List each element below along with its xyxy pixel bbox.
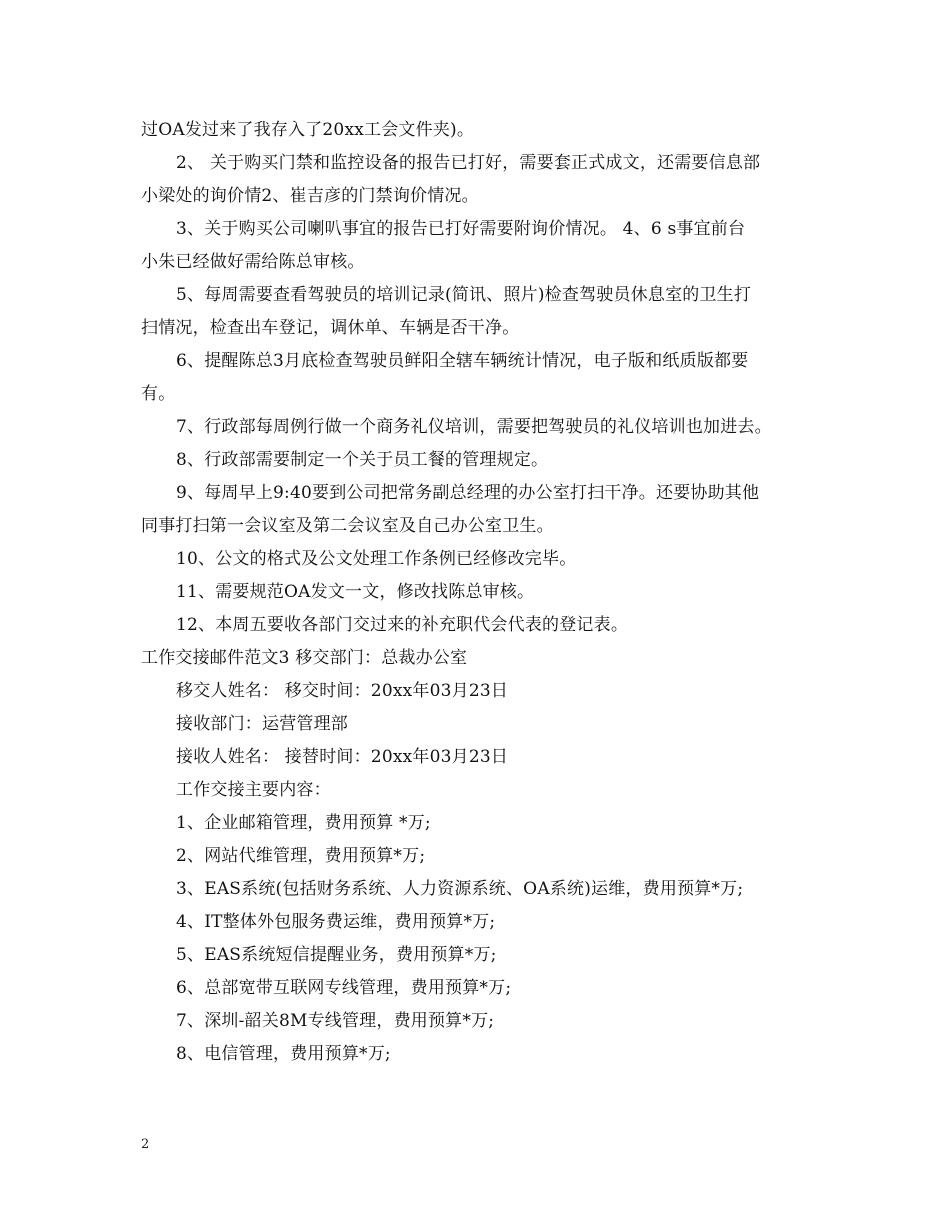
paragraph-line: 5、每周需要查看驾驶员的培训记录(简讯、照片)检查驾驶员休息室的卫生打 — [176, 285, 752, 305]
paragraph-line: 7、行政部每周例行做一个商务礼仪培训，需要把驾驶员的礼仪培训也加进去。 — [176, 417, 772, 437]
paragraph-line: 3、关于购买公司喇叭事宜的报告已打好需要附询价情况。 4、6 s事宜前台 — [176, 219, 746, 239]
paragraph-line: 9、每周早上9:40要到公司把常务副总经理的办公室打扫干净。还要协助其他 — [176, 483, 760, 503]
paragraph-line: 接收部门：运营管理部 — [176, 714, 348, 734]
document-body — [141, 114, 813, 1071]
paragraph-line: 扫情况，检查出车登记，调休单、车辆是否干净。 — [141, 318, 520, 338]
paragraph-line: 2、 关于购买门禁和监控设备的报告已打好，需要套正式成文，还需要信息部 — [176, 153, 761, 173]
list-item: 5、EAS系统短信提醒业务，费用预算*万; — [176, 945, 497, 965]
paragraph-line: 同事打扫第一会议室及第二会议室及自己办公室卫生。 — [141, 516, 554, 536]
section-heading: 工作交接邮件范文3 移交部门：总裁办公室 — [141, 648, 468, 668]
paragraph-line: 12、本周五要收各部门交过来的补充职代会代表的登记表。 — [176, 615, 629, 635]
page-number: 2 — [141, 1137, 150, 1152]
paragraph-line: 小梁处的询价情2、崔吉彦的门禁询价情况。 — [141, 186, 479, 206]
paragraph-line: 过OA发过来了我存入了20xx工会文件夹)。 — [141, 120, 475, 140]
paragraph-line: 10、公文的格式及公文处理工作条例已经修改完毕。 — [176, 549, 577, 569]
paragraph-line: 6、提醒陈总3月底检查驾驶员鲜阳全辖车辆统计情况，电子版和纸质版都要 — [176, 351, 749, 371]
paragraph-line: 有。 — [141, 384, 176, 404]
list-item: 4、IT整体外包服务费运维，费用预算*万; — [176, 912, 496, 932]
paragraph-line: 接收人姓名： 接替时间：20xx年03月23日 — [176, 747, 509, 767]
paragraph-line: 11、需要规范OA发文一文，修改找陈总审核。 — [176, 582, 535, 602]
paragraph-line: 工作交接主要内容： — [176, 780, 331, 800]
paragraph-line: 小朱已经做好需给陈总审核。 — [141, 252, 365, 272]
list-item: 2、网站代维管理，费用预算*万; — [176, 846, 426, 866]
list-item: 7、深圳-韶关8M专线管理，费用预算*万; — [176, 1011, 495, 1031]
list-item: 6、总部宽带互联网专线管理，费用预算*万; — [176, 978, 512, 998]
list-item: 1、企业邮箱管理，费用预算 *万; — [176, 813, 431, 833]
paragraph-line: 8、行政部需要制定一个关于员工餐的管理规定。 — [176, 450, 549, 470]
paragraph-line: 移交人姓名： 移交时间：20xx年03月23日 — [176, 681, 509, 701]
list-item: 3、EAS系统(包括财务系统、人力资源系统、OA系统)运维，费用预算*万; — [176, 879, 744, 899]
list-item: 8、电信管理，费用预算*万; — [176, 1044, 391, 1064]
